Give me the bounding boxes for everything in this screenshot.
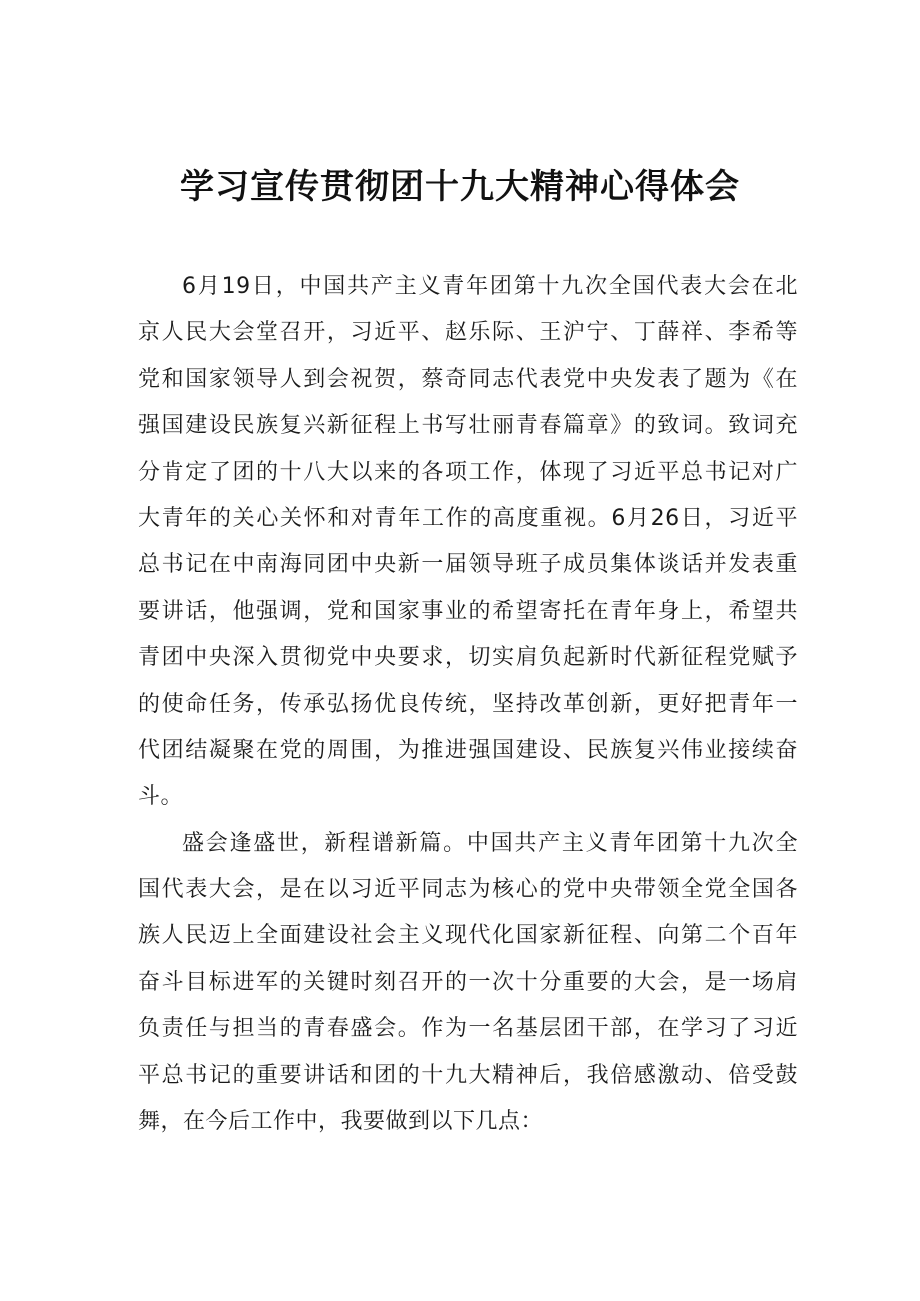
paragraph-2-line-1: 盛会逢盛世，新程谱新篇。中国共产主义青年团第十九次全 (182, 830, 798, 856)
paragraph-2-line-3: 族人民迈上全面建设社会主义现代化国家新征程、向第二个百年 (138, 923, 798, 949)
paragraph-2-line-7: 舞，在今后工作中，我要做到以下几点： (138, 1109, 544, 1135)
paragraph-1-line-2: 京人民大会堂召开，习近平、赵乐际、王沪宁、丁薛祥、李希等 (138, 320, 798, 346)
paragraph-1-line-12: 斗。 (138, 784, 184, 810)
paragraph-1-line-11: 代团结凝聚在党的周围，为推进强国建设、民族复兴伟业接续奋 (138, 737, 798, 763)
paragraph-2-line-2: 国代表大会，是在以习近平同志为核心的党中央带领全党全国各 (138, 877, 798, 903)
paragraph-2-line-5: 负责任与担当的青春盛会。作为一名基层团干部，在学习了习近 (138, 1016, 798, 1042)
paragraph-1-line-6: 大青年的关心关怀和对青年工作的高度重视。6月26日，习近平 (138, 505, 798, 531)
paragraph-1-line-10: 的使命任务，传承弘扬优良传统，坚持改革创新，更好把青年一 (138, 691, 798, 717)
paragraph-1-line-5: 分肯定了团的十八大以来的各项工作，体现了习近平总书记对广 (138, 459, 798, 485)
paragraph-1-line-1: 6月19日，中国共产主义青年团第十九次全国代表大会在北 (182, 274, 798, 299)
paragraph-1-line-7: 总书记在中南海同团中央新一届领导班子成员集体谈话并发表重 (138, 552, 798, 578)
paragraph-1-line-3: 党和国家领导人到会祝贺，蔡奇同志代表党中央发表了题为《在 (138, 366, 798, 392)
paragraph-2-line-4: 奋斗目标进军的关键时刻召开的一次十分重要的大会，是一场肩 (138, 969, 798, 995)
paragraph-2-line-6: 平总书记的重要讲话和团的十九大精神后，我倍感激动、倍受鼓 (138, 1062, 798, 1088)
document-title: 学习宣传贯彻团十九大精神心得体会 (180, 167, 740, 207)
paragraph-1-line-8: 要讲话，他强调，党和国家事业的希望寄托在青年身上，希望共 (138, 598, 798, 624)
paragraph-1-line-4: 强国建设民族复兴新征程上书写壮丽青春篇章》的致词。致词充 (138, 413, 798, 439)
paragraph-1-line-9: 青团中央深入贯彻党中央要求，切实肩负起新时代新征程党赋予 (138, 645, 798, 671)
document-body (138, 264, 798, 1145)
